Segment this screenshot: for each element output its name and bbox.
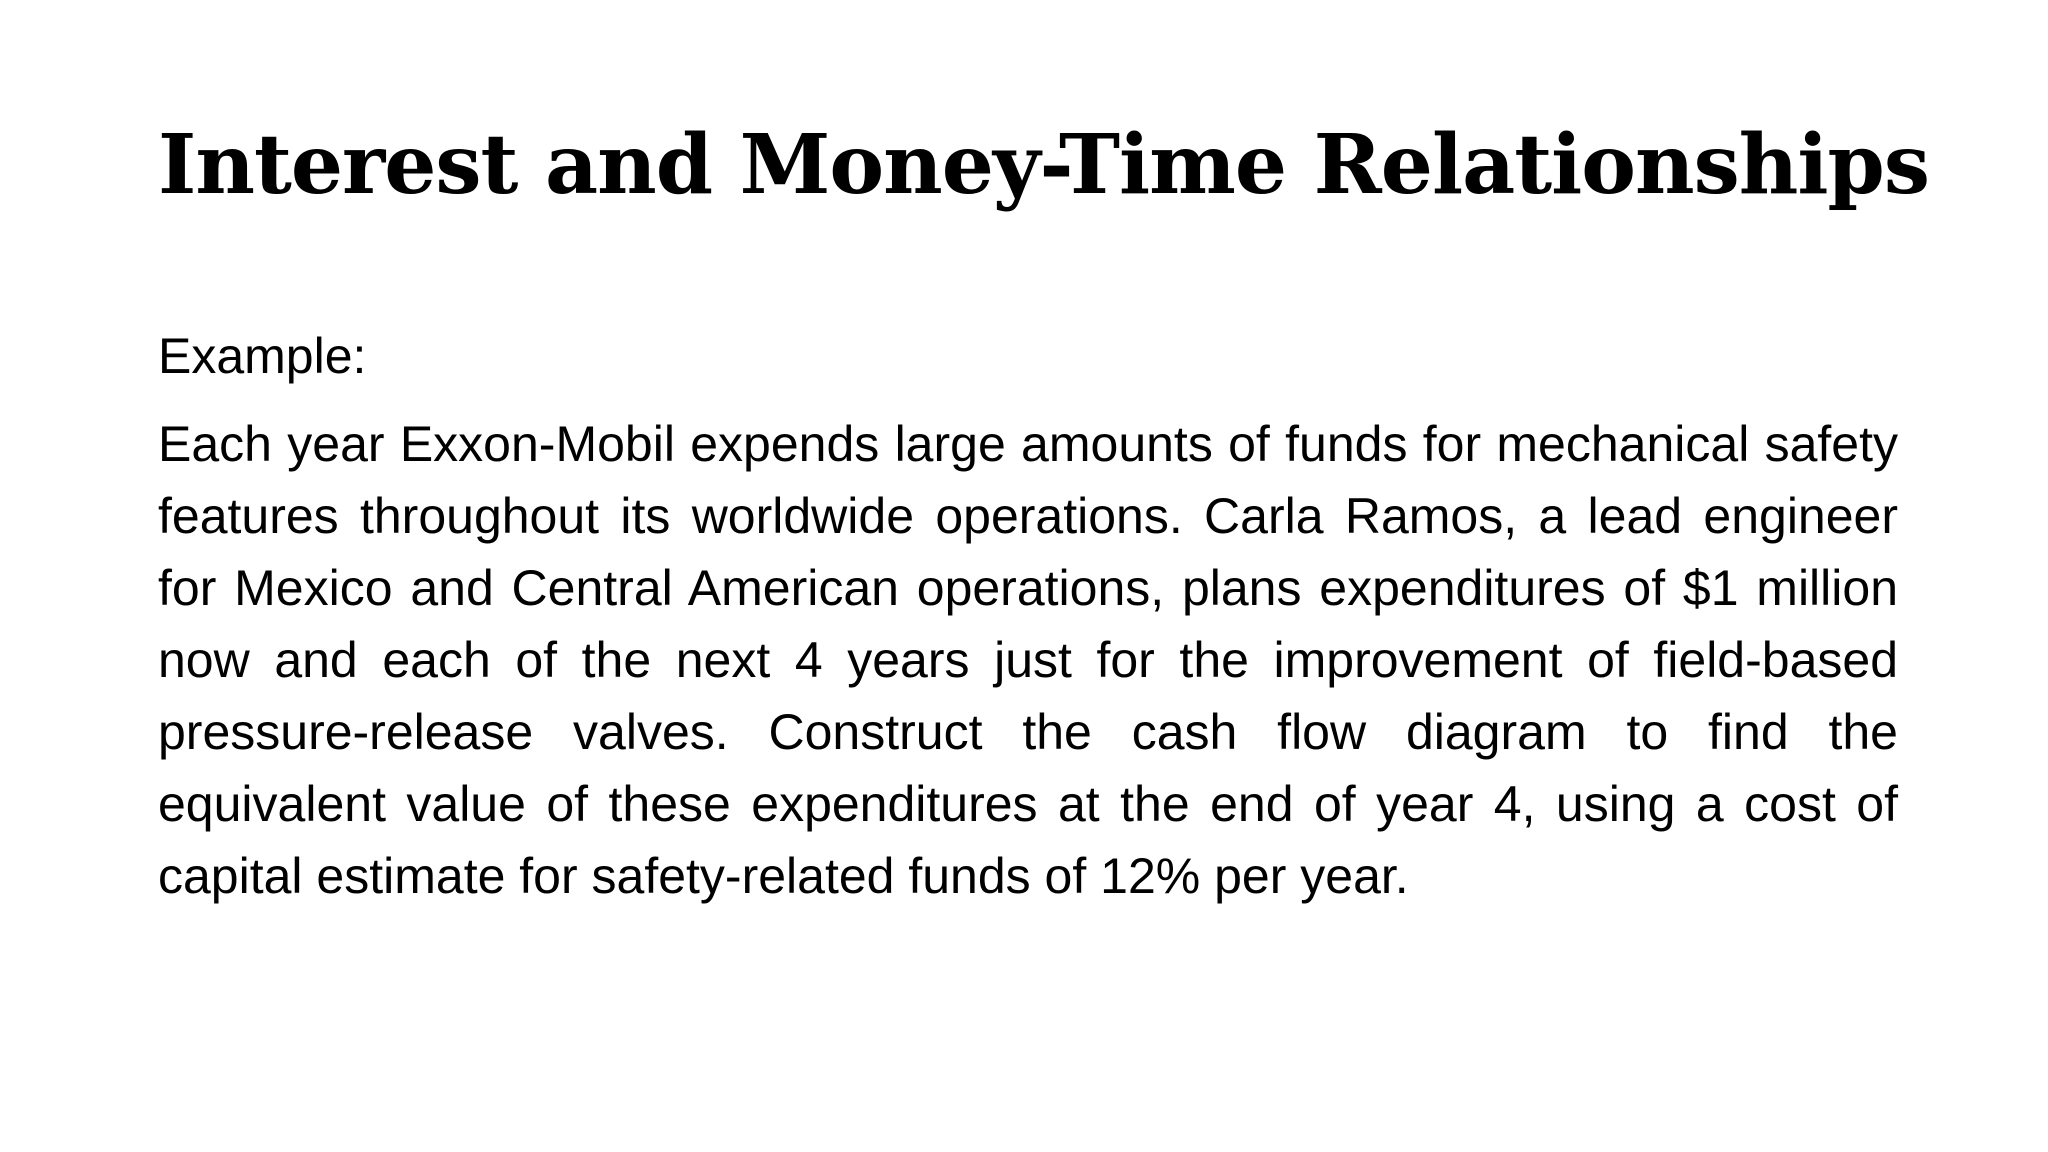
example-paragraph: Each year Exxon-Mobil expends large amounts of funds for mechanical safety features throughout its worldwide operations. Carla Ramos, a lead engineer for Mexico and Central American operations, plans expenditures of $1 million now and each of the next 4 years just for the improvement of field-based pressure-release valves. Construct the cash flow diagram to find the equivalent value of these expenditures at the end of year 4, using a cost of capital estimate for safety-related funds of 12% per year. <box>158 416 1898 904</box>
slide-content <box>158 316 1898 912</box>
slide-title: Interest and Money-Time Relationships <box>158 117 1930 213</box>
example-label: Example: <box>158 328 367 384</box>
